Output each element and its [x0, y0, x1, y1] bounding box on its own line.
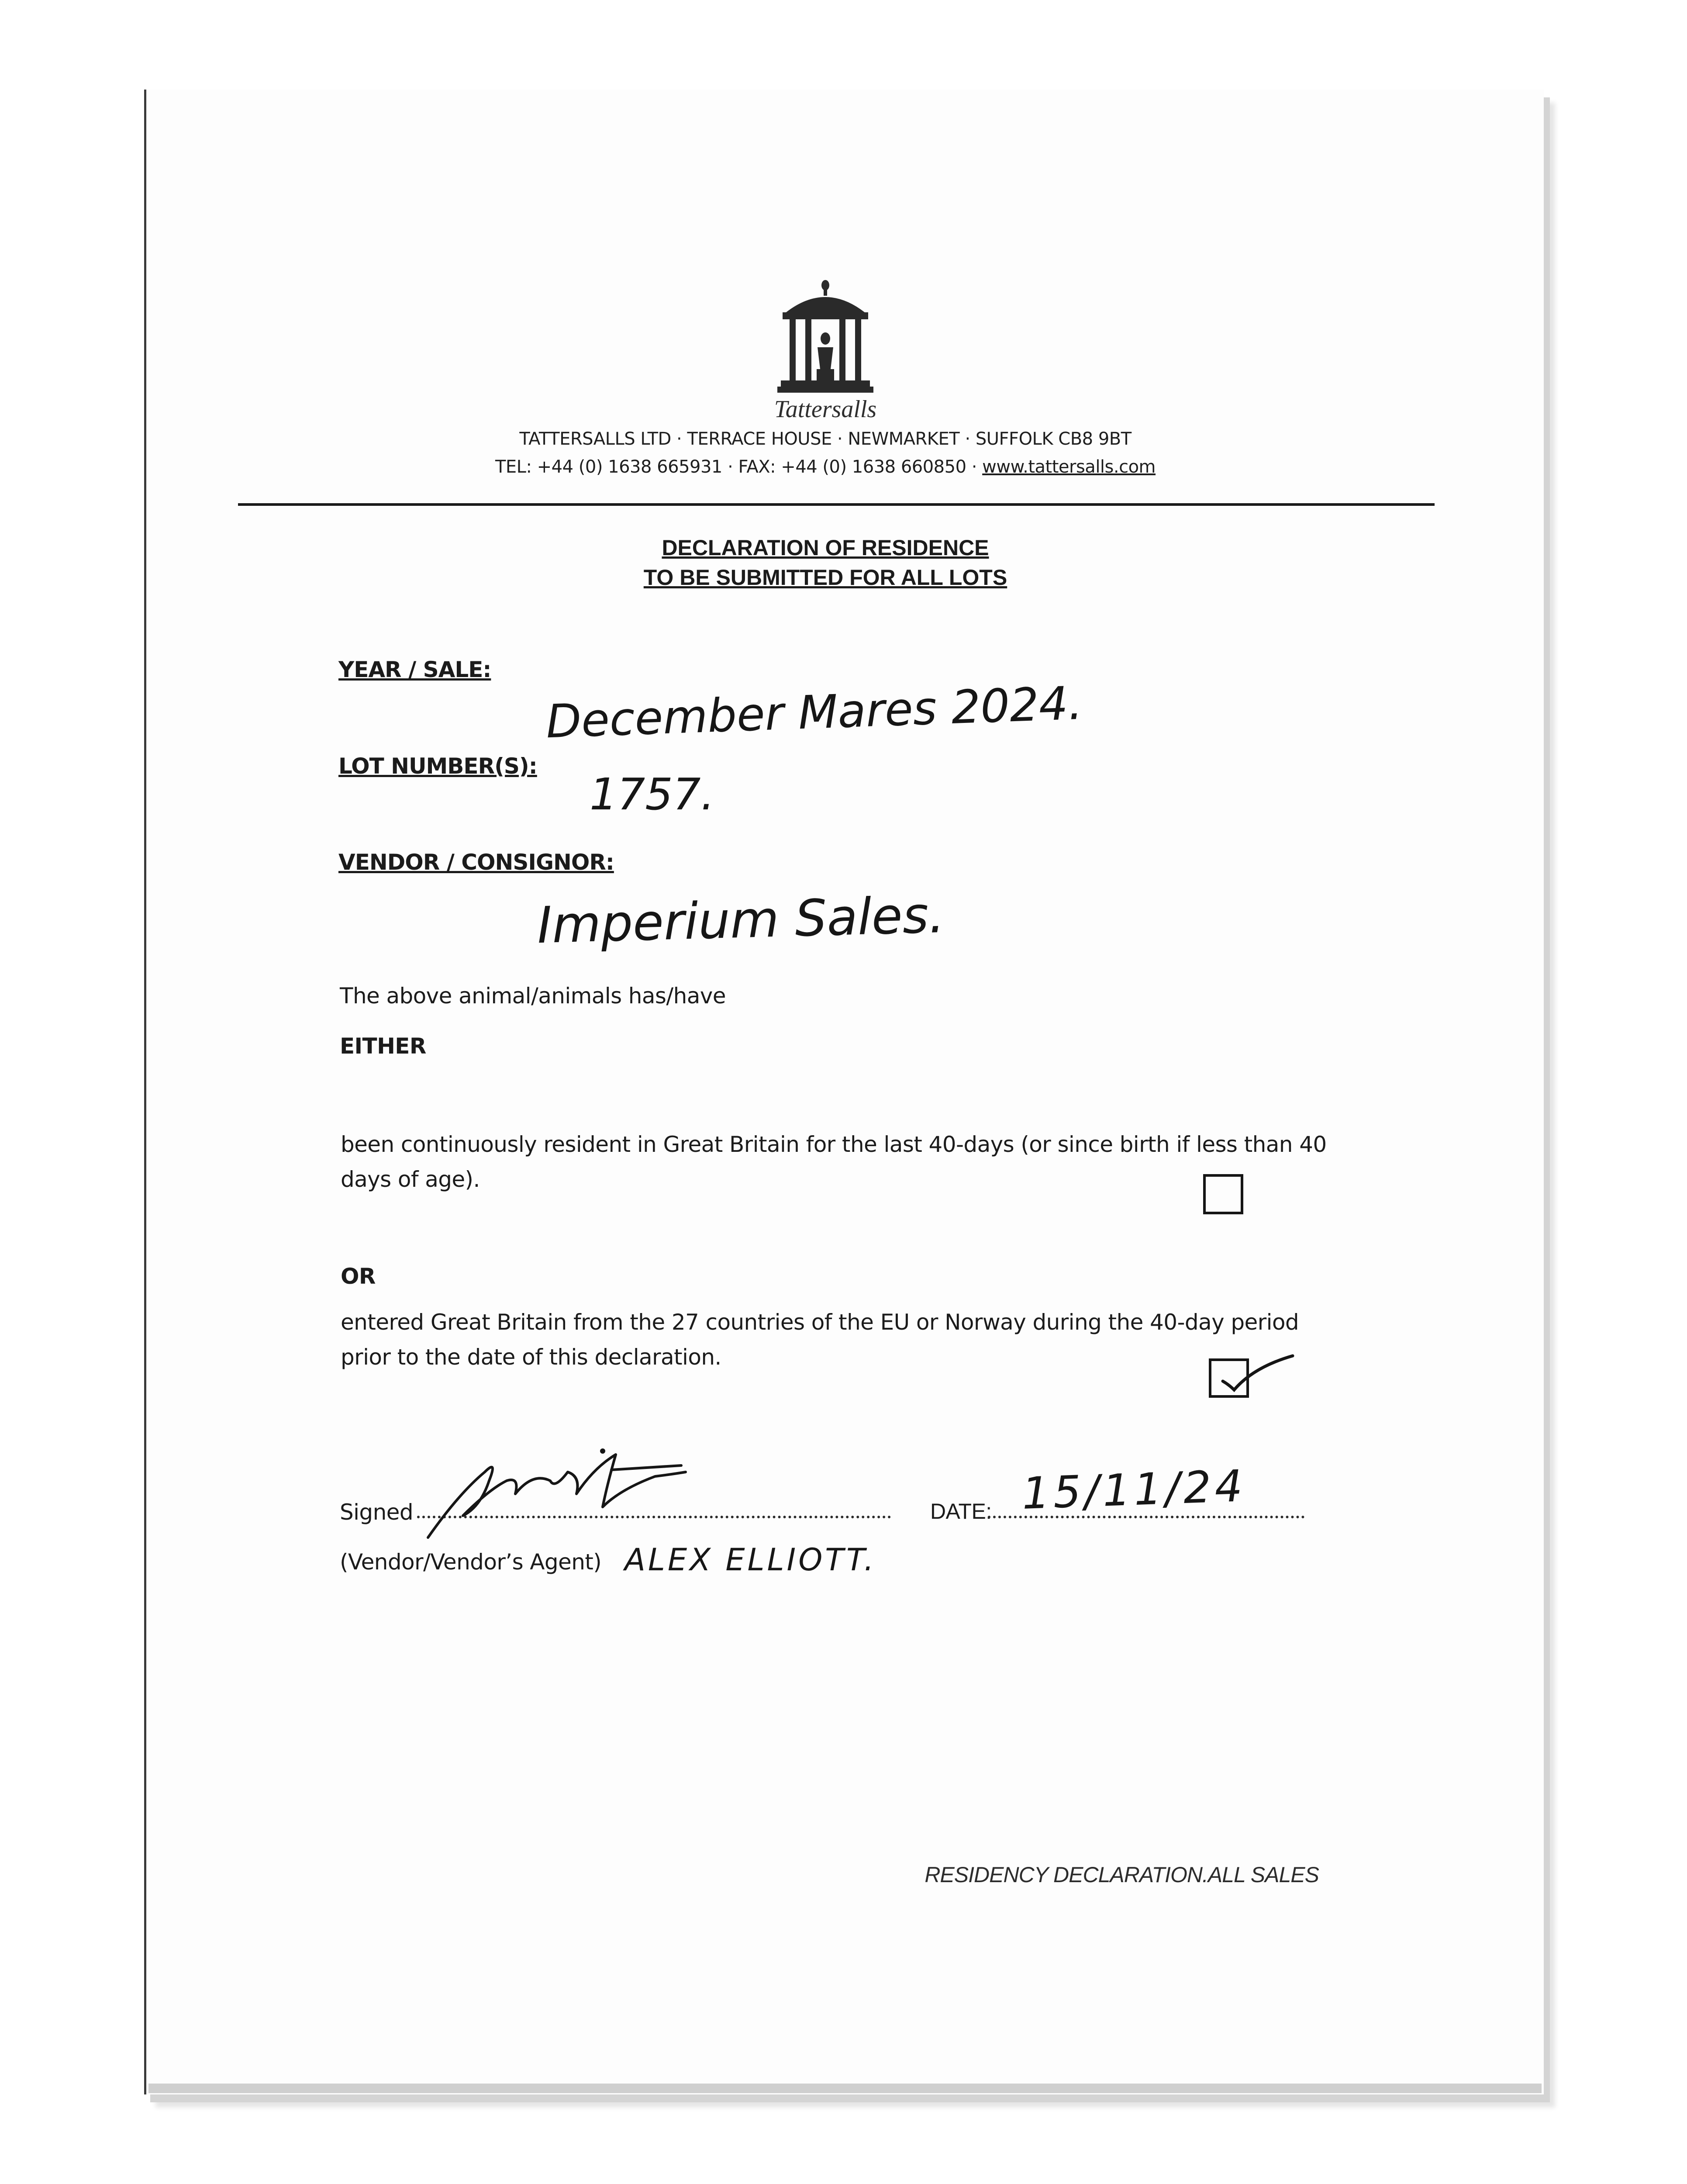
company-address: TATTERSALLS LTD · TERRACE HOUSE · NEWMARKET · SUFFOLK CB8 9BT	[519, 429, 1132, 449]
option2-text	[341, 1305, 1345, 1375]
or-label: OR	[341, 1264, 376, 1289]
signature[interactable]	[411, 1441, 690, 1546]
option2-line1: entered Great Britain from the 27 countries of the EU or Norway during the 40-day period	[341, 1310, 1299, 1335]
date-value[interactable]: 15/11/24	[1021, 1460, 1247, 1519]
form-footer: RESIDENCY DECLARATION.ALL SALES	[925, 1863, 1319, 1887]
option1-line2: days of age).	[341, 1167, 480, 1192]
vendor-value[interactable]: Imperium Sales.	[536, 885, 945, 955]
option1-text	[341, 1127, 1345, 1197]
either-label: EITHER	[340, 1033, 426, 1059]
option1-checkbox[interactable]	[1203, 1174, 1243, 1214]
lot-numbers-label: LOT NUMBER(S):	[338, 753, 537, 779]
page-edge-shadow	[148, 2084, 1542, 2093]
agent-label: (Vendor/Vendor’s Agent)	[340, 1549, 602, 1575]
date-label: DATE:	[930, 1499, 992, 1524]
statement-intro: The above animal/animals has/have	[340, 983, 726, 1009]
year-sale-label: YEAR / SALE:	[338, 657, 491, 682]
form-title-line1: DECLARATION OF RESIDENCE	[662, 536, 989, 560]
contact-line	[393, 457, 1258, 477]
lot-numbers-value[interactable]: 1757.	[590, 769, 715, 820]
header-divider	[238, 503, 1435, 506]
brand-name: Tattersalls	[774, 396, 877, 423]
option1-line1: been continuously resident in Great Britain for the last 40-days (or since birth if less than 40	[341, 1132, 1327, 1157]
form-title	[437, 533, 1214, 592]
agent-name[interactable]: ALEX ELLIOTT.	[624, 1542, 876, 1578]
tattersalls-rotunda-logo	[777, 277, 873, 400]
year-sale-value[interactable]: December Mares 2024.	[545, 676, 1084, 749]
form-title-line2: TO BE SUBMITTED FOR ALL LOTS	[643, 565, 1007, 590]
signed-label: Signed	[340, 1500, 413, 1525]
option2-checkmark-icon	[1218, 1350, 1297, 1398]
option2-line2: prior to the date of this declaration.	[341, 1344, 721, 1370]
website-link[interactable]: www.tattersalls.com	[982, 457, 1156, 477]
phone-fax: TEL: +44 (0) 1638 665931 · FAX: +44 (0) 1638 660850 ·	[495, 457, 983, 477]
vendor-label: VENDOR / CONSIGNOR:	[338, 850, 614, 875]
